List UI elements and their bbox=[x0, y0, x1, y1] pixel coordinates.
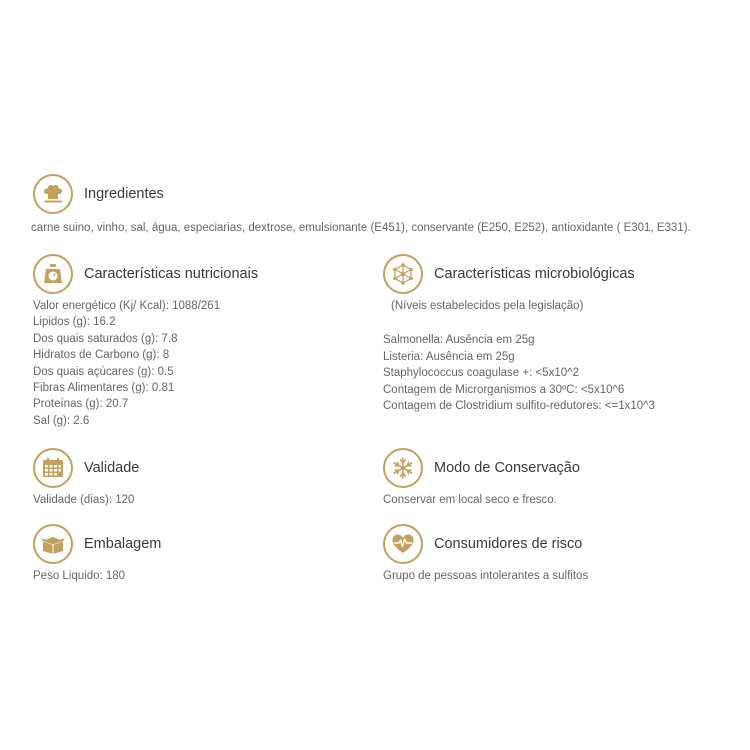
ingredientes-title: Ingredientes bbox=[84, 186, 164, 202]
calendar-icon bbox=[33, 448, 73, 488]
conservacao-header bbox=[383, 446, 580, 490]
validade-title: Validade bbox=[84, 460, 140, 476]
microbiologica-item: Contagem de Microrganismos a 30ºC: <5x10^6 bbox=[383, 383, 625, 396]
embalagem-header bbox=[33, 522, 161, 566]
validade-header bbox=[33, 446, 139, 490]
molecule-icon bbox=[383, 254, 423, 294]
nutricional-item: Proteínas (g): 20.7 bbox=[33, 398, 129, 411]
microbiologicas-list bbox=[383, 332, 655, 414]
conservacao-section bbox=[383, 446, 580, 508]
microbiologicas-header bbox=[383, 252, 655, 296]
conservacao-text: Conservar em local seco e fresco. bbox=[383, 494, 557, 506]
nutricionais-section bbox=[33, 252, 258, 429]
ingredientes-header bbox=[33, 172, 691, 216]
embalagem-title: Embalagem bbox=[84, 536, 162, 552]
nutricionais-list bbox=[33, 298, 258, 429]
nutricional-item: Fibras Alimentares (g): 0.81 bbox=[33, 382, 175, 395]
scale-icon bbox=[33, 254, 73, 294]
nutricional-item: Dos quais açúcares (g): 0.5 bbox=[33, 365, 174, 378]
embalagem-section bbox=[33, 522, 161, 584]
microbiologicas-subtitle: (Níveis estabelecidos pela legislação) bbox=[391, 300, 584, 312]
chef-hat-icon bbox=[33, 174, 73, 214]
nutricional-item: Sal (g): 2.6 bbox=[33, 414, 90, 427]
ingredientes-text: carne suino, vinho, sal, água, especiarias, dextrose, emulsionante (E451), conservante (E250, E252), antioxidante ( E301, E331). bbox=[31, 222, 691, 234]
heart-pulse-icon bbox=[383, 524, 423, 564]
nutricional-item: Lipidos (g): 16.2 bbox=[33, 316, 116, 329]
validade-text: Validade (dias): 120 bbox=[33, 494, 135, 506]
nutricional-item: Valor energético (Kj/ Kcal): 1088/261 bbox=[33, 300, 221, 312]
ingredientes-section bbox=[33, 172, 691, 236]
microbiologica-item: Contagem de Clostridium sulfito-redutores: <=1x10^3 bbox=[383, 399, 655, 412]
nutricionais-header bbox=[33, 252, 258, 296]
microbiologica-item: Salmonella: Ausência em 25g bbox=[383, 334, 535, 347]
embalagem-text: Peso Liquido: 180 bbox=[33, 570, 126, 582]
risco-section bbox=[383, 522, 588, 584]
box-icon bbox=[33, 524, 73, 564]
snowflake-icon bbox=[383, 448, 423, 488]
risco-title: Consumidores de risco bbox=[434, 536, 583, 552]
microbiologicas-title: Características microbiológicas bbox=[434, 266, 635, 282]
risco-text: Grupo de pessoas intolerantes a sulfitos bbox=[383, 570, 589, 582]
nutricionais-title: Características nutricionais bbox=[84, 266, 259, 282]
risco-header bbox=[383, 522, 588, 566]
validade-section bbox=[33, 446, 139, 508]
nutricional-item: Dos quais saturados (g): 7.8 bbox=[33, 332, 178, 345]
microbiologica-item: Listeria: Ausência em 25g bbox=[383, 350, 515, 363]
microbiologica-item: Staphylococcus coagulase +: <5x10^2 bbox=[383, 367, 579, 380]
conservacao-title: Modo de Conservação bbox=[434, 460, 580, 476]
microbiologicas-section bbox=[383, 252, 655, 414]
nutricional-item: Hidratos de Carbono (g): 8 bbox=[33, 349, 170, 362]
